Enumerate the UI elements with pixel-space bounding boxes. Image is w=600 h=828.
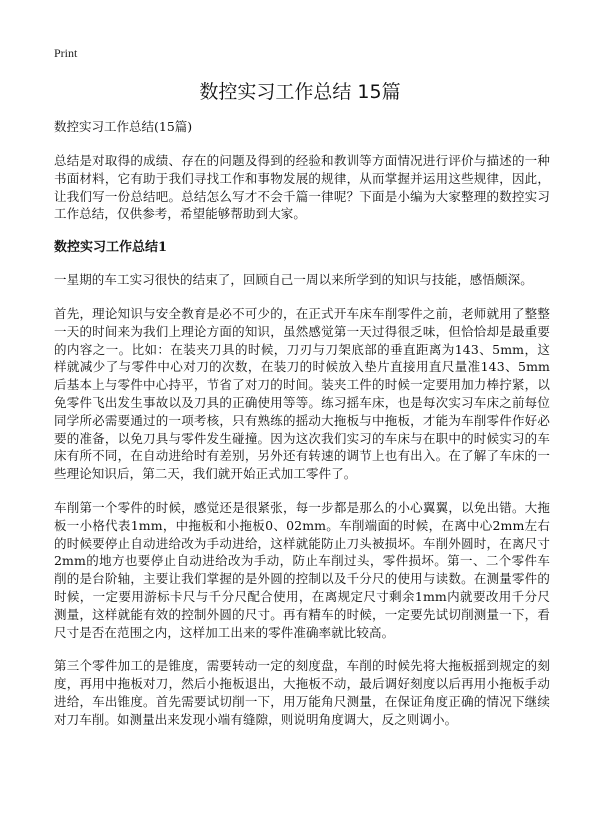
body-paragraph: 首先，理论知识与安全教育是必不可少的，在正式开车床车削零件之前，老师就用了整整一天的时间来为我们上理论方面的知识，虽然感觉第一天过得很乏味，但恰恰却是最重要的内容之一。比如：在装夹刀具的时候，刀刃与刀架底部的垂直距离为143、5mm，这样就减少了与零件中心对刀的次数，在装刀的时候放入垫片直接用直尺量准143、5mm后基本上与零件中心持平，节省了对刀的时间。装夹工件的时候一定要用加力棒拧紧，以免零件飞出发生事故以及刀具的正确使用等等。练习摇车床，也是每次实习车床之前每位同学所必需要通过的一项考核，只有熟练的摇动大拖板与中拖板，才能为车削零件作好必要的准备，以免刀具与零件发生碰撞。因为这次我们实习的车床与在职中的时候实习的车床有所不同，在自动进给时有差别，另外还有转速的调节上也有出入。在了解了车床的一些理论知识后，第二天，我们就开始正式加工零件了。 <box>54 305 550 482</box>
document-title: 数控实习工作总结 15篇 <box>199 81 401 103</box>
body-paragraph: 一星期的车工实习很快的结束了，回顾自己一周以来所学到的知识与技能，感悟颇深。 <box>54 272 533 288</box>
print-label: Print <box>54 46 78 60</box>
body-paragraph: 车削第一个零件的时候，感觉还是很紧张，每一步都是那么的小心翼翼，以免出错。大拖板一小格代表1mm，中拖板和小拖板0、02mm。车削端面的时候，在离中心2mm左右的时候要停止自动进给改为手动进给，这样就能防止刀头被损坏。车削外圆时，在离尺寸2mm的地方也要停止自动进给改为手动，防止车削过头，零件损坏。第一、二个零件车削的是台阶轴，主要让我们掌握的是外圆的控制以及千分尺的使用与读数。在测量零件的时候，一定要用游标卡尺与千分尺配合使用，在离规定尺寸剩余1mm内就要改用千分尺测量，这样就能有效的控制外圆的尺寸。再有精车的时候，一定要先试切削测量一下，看尺寸是否在范围之内，这样加工出来的零件准确率就比较高。 <box>54 499 550 640</box>
document-body <box>54 118 550 745</box>
document-subtitle: 数控实习工作总结(15篇) <box>54 119 193 134</box>
intro-paragraph: 总结是对取得的成绩、存在的问题及得到的经验和教训等方面情况进行评价与描述的一种书面材料，它有助于我们寻找工作和事物发展的规律，从而掌握并运用这些规律，因此，让我们写一份总结吧。总结怎么写才不会千篇一律呢？下面是小编为大家整理的数控实习工作总结，仅供参考，希望能够帮助到大家。 <box>54 153 550 222</box>
section-heading: 数控实习工作总结1 <box>54 240 168 256</box>
body-paragraph: 第三个零件加工的是锥度，需要转动一定的刻度盘，车削的时候先将大拖板摇到规定的刻度，再用中拖板对刀，然后小拖板退出，大拖板不动，最后调好刻度以后再用小拖板手动进给，车出锥度。首先需要试切削一下，用万能角尺测量，在保证角度正确的情况下继续对刀车削。如测量出来发现小端有缝隙，则说明角度调大，反之则调小。 <box>54 658 550 727</box>
